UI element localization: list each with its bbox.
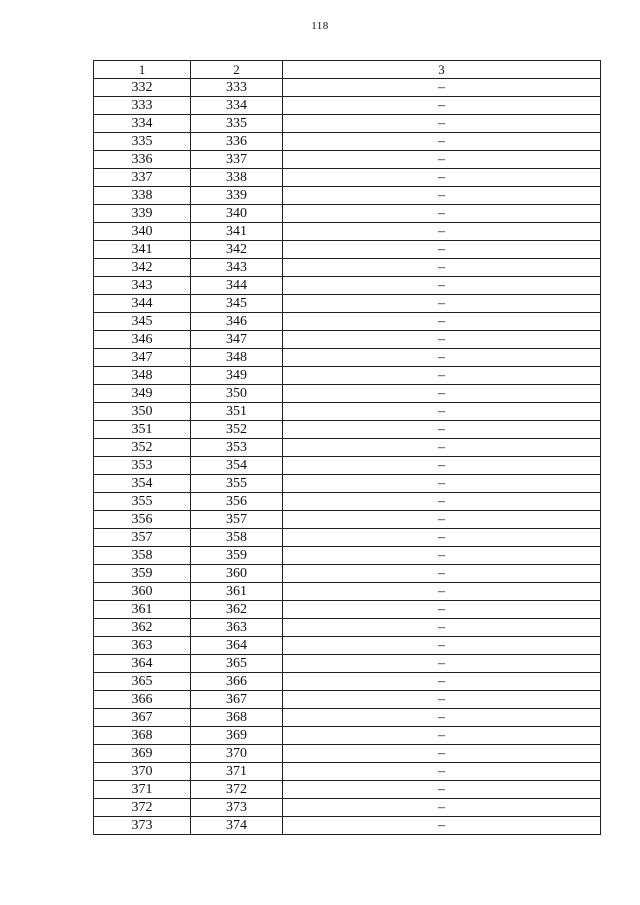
table-cell-col2: 365: [191, 655, 283, 673]
table-cell-col3: –: [283, 439, 601, 457]
table-cell-col1: 343: [94, 277, 191, 295]
table-cell-col3: –: [283, 601, 601, 619]
table-cell-col1: 333: [94, 97, 191, 115]
table-cell-col1: 340: [94, 223, 191, 241]
table-row: [94, 799, 601, 817]
table-cell-col2: 366: [191, 673, 283, 691]
table-cell-col2: 372: [191, 781, 283, 799]
table-cell-col3: –: [283, 187, 601, 205]
table-cell-col2: 345: [191, 295, 283, 313]
table-cell-col1: 335: [94, 133, 191, 151]
table-row: [94, 403, 601, 421]
table-cell-col2: 357: [191, 511, 283, 529]
table-row: [94, 133, 601, 151]
table-row: [94, 151, 601, 169]
table-cell-col2: 359: [191, 547, 283, 565]
table-cell-col3: –: [283, 151, 601, 169]
table-cell-col1: 345: [94, 313, 191, 331]
table-cell-col1: 363: [94, 637, 191, 655]
table-cell-col3: –: [283, 817, 601, 835]
table-row: [94, 313, 601, 331]
table-row: [94, 619, 601, 637]
table-row: [94, 547, 601, 565]
table-cell-col2: 368: [191, 709, 283, 727]
table-row: [94, 583, 601, 601]
table-row: [94, 637, 601, 655]
table-cell-col1: 336: [94, 151, 191, 169]
table-cell-col2: 369: [191, 727, 283, 745]
table-row: [94, 565, 601, 583]
table-cell-col3: –: [283, 223, 601, 241]
table-cell-col3: –: [283, 331, 601, 349]
table-cell-col2: 374: [191, 817, 283, 835]
table-cell-col1: 365: [94, 673, 191, 691]
table-cell-col2: 335: [191, 115, 283, 133]
table-row: [94, 223, 601, 241]
table-cell-col3: –: [283, 727, 601, 745]
table-cell-col3: –: [283, 745, 601, 763]
table-cell-col3: –: [283, 709, 601, 727]
table-cell-col1: 362: [94, 619, 191, 637]
table-cell-col3: –: [283, 619, 601, 637]
table-cell-col2: 360: [191, 565, 283, 583]
table-cell-col3: –: [283, 259, 601, 277]
table-cell-col2: 337: [191, 151, 283, 169]
table-cell-col1: 341: [94, 241, 191, 259]
table-cell-col1: 358: [94, 547, 191, 565]
table-cell-col3: –: [283, 547, 601, 565]
table-cell-col1: 339: [94, 205, 191, 223]
table-cell-col1: 372: [94, 799, 191, 817]
table-cell-col3: –: [283, 781, 601, 799]
table-row: [94, 79, 601, 97]
table-row: [94, 745, 601, 763]
table-cell-col2: 342: [191, 241, 283, 259]
table-cell-col2: 356: [191, 493, 283, 511]
table-cell-col3: –: [283, 421, 601, 439]
table-cell-col1: 364: [94, 655, 191, 673]
table-cell-col1: 357: [94, 529, 191, 547]
table-cell-col3: –: [283, 565, 601, 583]
table-row: [94, 763, 601, 781]
table-cell-col3: –: [283, 493, 601, 511]
table-row: [94, 205, 601, 223]
table-cell-col1: 332: [94, 79, 191, 97]
table-cell-col1: 370: [94, 763, 191, 781]
table-cell-col1: 366: [94, 691, 191, 709]
table-cell-col3: –: [283, 367, 601, 385]
table-cell-col3: –: [283, 133, 601, 151]
table-row: [94, 241, 601, 259]
table-cell-col3: –: [283, 457, 601, 475]
column-header-3: 3: [283, 61, 601, 79]
table-cell-col2: 343: [191, 259, 283, 277]
table-cell-col2: 364: [191, 637, 283, 655]
table-row: [94, 295, 601, 313]
table-cell-col1: 348: [94, 367, 191, 385]
table-cell-col2: 340: [191, 205, 283, 223]
table-row: [94, 457, 601, 475]
table-cell-col3: –: [283, 403, 601, 421]
table-cell-col3: –: [283, 511, 601, 529]
table-row: [94, 601, 601, 619]
table-cell-col3: –: [283, 313, 601, 331]
table-cell-col3: –: [283, 583, 601, 601]
table-cell-col2: 355: [191, 475, 283, 493]
table-cell-col1: 337: [94, 169, 191, 187]
table-row: [94, 511, 601, 529]
table-cell-col2: 363: [191, 619, 283, 637]
table-cell-col1: 371: [94, 781, 191, 799]
table-cell-col2: 346: [191, 313, 283, 331]
table-row: [94, 349, 601, 367]
table-row: [94, 385, 601, 403]
table-row: [94, 115, 601, 133]
table-cell-col3: –: [283, 97, 601, 115]
table-cell-col2: 350: [191, 385, 283, 403]
table-row: [94, 691, 601, 709]
column-header-1: 1: [94, 61, 191, 79]
page-number: 118: [311, 20, 329, 32]
table-row: [94, 673, 601, 691]
table-cell-col3: –: [283, 169, 601, 187]
table-cell-col1: 346: [94, 331, 191, 349]
table-cell-col1: 360: [94, 583, 191, 601]
table-cell-col1: 368: [94, 727, 191, 745]
table-cell-col2: 352: [191, 421, 283, 439]
table-cell-col2: 336: [191, 133, 283, 151]
table-cell-col1: 342: [94, 259, 191, 277]
table-row: [94, 709, 601, 727]
table-cell-col2: 347: [191, 331, 283, 349]
table-row: [94, 277, 601, 295]
table-cell-col2: 339: [191, 187, 283, 205]
table-cell-col3: –: [283, 385, 601, 403]
table-cell-col1: 334: [94, 115, 191, 133]
data-table: [93, 60, 601, 835]
table-cell-col1: 347: [94, 349, 191, 367]
table-cell-col2: 370: [191, 745, 283, 763]
table-cell-col1: 373: [94, 817, 191, 835]
table-cell-col3: –: [283, 277, 601, 295]
table-cell-col2: 338: [191, 169, 283, 187]
column-header-2: 2: [191, 61, 283, 79]
table-cell-col2: 344: [191, 277, 283, 295]
table-cell-col2: 353: [191, 439, 283, 457]
table-cell-col3: –: [283, 691, 601, 709]
table-cell-col3: –: [283, 295, 601, 313]
table-cell-col3: –: [283, 475, 601, 493]
table-cell-col1: 369: [94, 745, 191, 763]
table-row: [94, 367, 601, 385]
table-cell-col1: 356: [94, 511, 191, 529]
table-header-row: [94, 61, 601, 79]
table-cell-col2: 348: [191, 349, 283, 367]
table-cell-col2: 371: [191, 763, 283, 781]
table-cell-col2: 351: [191, 403, 283, 421]
table-body: [94, 79, 601, 835]
table-cell-col3: –: [283, 79, 601, 97]
table-cell-col2: 362: [191, 601, 283, 619]
table-cell-col1: 349: [94, 385, 191, 403]
table-cell-col1: 354: [94, 475, 191, 493]
table-cell-col2: 358: [191, 529, 283, 547]
table-cell-col2: 333: [191, 79, 283, 97]
table-row: [94, 169, 601, 187]
table-cell-col1: 367: [94, 709, 191, 727]
table-cell-col3: –: [283, 205, 601, 223]
table-row: [94, 781, 601, 799]
table-row: [94, 97, 601, 115]
table-cell-col2: 341: [191, 223, 283, 241]
table-cell-col1: 359: [94, 565, 191, 583]
table-row: [94, 727, 601, 745]
table-row: [94, 493, 601, 511]
table-cell-col3: –: [283, 529, 601, 547]
table-cell-col1: 351: [94, 421, 191, 439]
table-cell-col1: 361: [94, 601, 191, 619]
table-row: [94, 439, 601, 457]
table-cell-col1: 353: [94, 457, 191, 475]
table-cell-col1: 338: [94, 187, 191, 205]
table-cell-col3: –: [283, 655, 601, 673]
table-cell-col2: 334: [191, 97, 283, 115]
table-cell-col1: 352: [94, 439, 191, 457]
table-cell-col3: –: [283, 115, 601, 133]
table-cell-col2: 349: [191, 367, 283, 385]
table-cell-col3: –: [283, 349, 601, 367]
table-cell-col3: –: [283, 673, 601, 691]
table-row: [94, 187, 601, 205]
table-row: [94, 529, 601, 547]
table-cell-col3: –: [283, 799, 601, 817]
table-row: [94, 655, 601, 673]
table-cell-col1: 350: [94, 403, 191, 421]
table-cell-col2: 367: [191, 691, 283, 709]
table-row: [94, 817, 601, 835]
table-row: [94, 259, 601, 277]
table-row: [94, 421, 601, 439]
table-cell-col2: 354: [191, 457, 283, 475]
table-cell-col2: 373: [191, 799, 283, 817]
table-cell-col1: 344: [94, 295, 191, 313]
table-cell-col3: –: [283, 637, 601, 655]
table-row: [94, 475, 601, 493]
table-cell-col3: –: [283, 763, 601, 781]
table-cell-col3: –: [283, 241, 601, 259]
table-row: [94, 331, 601, 349]
table-cell-col1: 355: [94, 493, 191, 511]
table-cell-col2: 361: [191, 583, 283, 601]
